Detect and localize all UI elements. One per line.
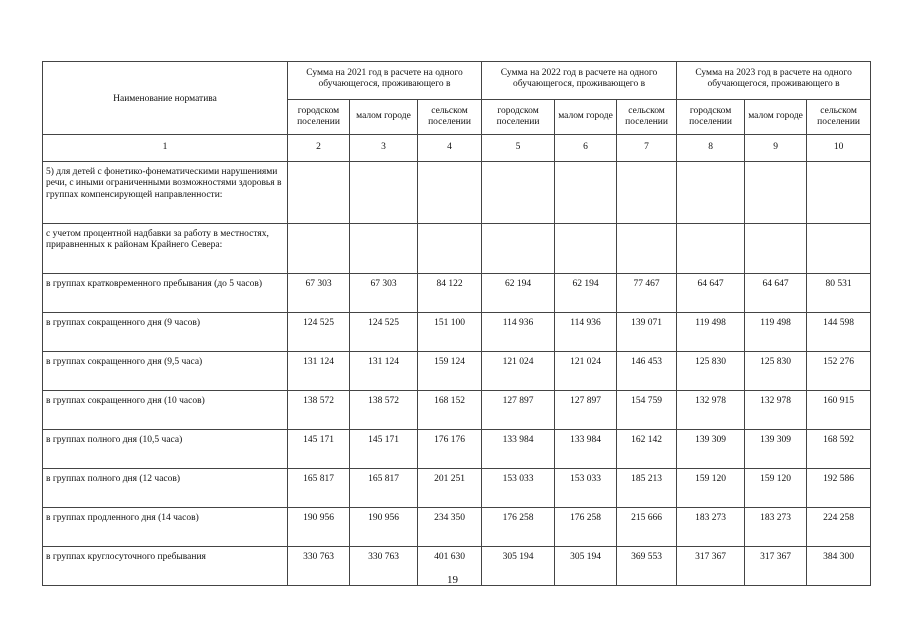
subheader-rural: сельском поселении xyxy=(807,100,871,135)
row-label: в группах полного дня (12 часов) xyxy=(43,469,288,508)
value-cell: 62 194 xyxy=(482,274,555,313)
value-cell: 317 367 xyxy=(745,547,807,586)
value-cell: 176 176 xyxy=(418,430,482,469)
empty-cell xyxy=(555,224,617,274)
year-header-2021: Сумма на 2021 год в расчете на одного обучающегося, проживающего в xyxy=(288,62,482,100)
value-cell: 125 830 xyxy=(677,352,745,391)
column-number: 8 xyxy=(677,135,745,162)
value-cell: 144 598 xyxy=(807,313,871,352)
row-label: в группах сокращенного дня (9,5 часа) xyxy=(43,352,288,391)
subheader-urban: городском поселении xyxy=(288,100,350,135)
value-cell: 401 630 xyxy=(418,547,482,586)
empty-cell xyxy=(807,162,871,224)
subheader-small-town: малом городе xyxy=(555,100,617,135)
value-cell: 139 071 xyxy=(617,313,677,352)
value-cell: 114 936 xyxy=(482,313,555,352)
column-header-name: Наименование норматива xyxy=(43,62,288,135)
value-cell: 77 467 xyxy=(617,274,677,313)
value-cell: 330 763 xyxy=(288,547,350,586)
empty-cell xyxy=(677,162,745,224)
value-cell: 384 300 xyxy=(807,547,871,586)
table-row xyxy=(43,430,871,469)
value-cell: 165 817 xyxy=(288,469,350,508)
value-cell: 146 453 xyxy=(617,352,677,391)
section-row xyxy=(43,162,871,224)
value-cell: 124 525 xyxy=(350,313,418,352)
row-label: в группах кратковременного пребывания (до 5 часов) xyxy=(43,274,288,313)
table-row xyxy=(43,391,871,430)
empty-cell xyxy=(288,162,350,224)
empty-cell xyxy=(745,224,807,274)
value-cell: 369 553 xyxy=(617,547,677,586)
value-cell: 159 120 xyxy=(745,469,807,508)
page-number: 19 xyxy=(447,574,458,586)
value-cell: 132 978 xyxy=(677,391,745,430)
value-cell: 138 572 xyxy=(288,391,350,430)
empty-cell xyxy=(555,162,617,224)
empty-cell xyxy=(745,162,807,224)
value-cell: 183 273 xyxy=(677,508,745,547)
value-cell: 67 303 xyxy=(350,274,418,313)
column-number: 6 xyxy=(555,135,617,162)
empty-cell xyxy=(617,224,677,274)
value-cell: 192 586 xyxy=(807,469,871,508)
value-cell: 131 124 xyxy=(288,352,350,391)
empty-cell xyxy=(350,224,418,274)
value-cell: 127 897 xyxy=(555,391,617,430)
subheader-urban: городском поселении xyxy=(677,100,745,135)
header-row-years xyxy=(43,62,871,100)
value-cell: 185 213 xyxy=(617,469,677,508)
document-sheet xyxy=(42,61,870,586)
column-number: 1 xyxy=(43,135,288,162)
empty-cell xyxy=(288,224,350,274)
value-cell: 121 024 xyxy=(482,352,555,391)
column-number: 7 xyxy=(617,135,677,162)
value-cell: 67 303 xyxy=(288,274,350,313)
column-number: 4 xyxy=(418,135,482,162)
table-row xyxy=(43,313,871,352)
value-cell: 151 100 xyxy=(418,313,482,352)
value-cell: 224 258 xyxy=(807,508,871,547)
value-cell: 153 033 xyxy=(482,469,555,508)
value-cell: 127 897 xyxy=(482,391,555,430)
value-cell: 125 830 xyxy=(745,352,807,391)
value-cell: 124 525 xyxy=(288,313,350,352)
value-cell: 139 309 xyxy=(677,430,745,469)
value-cell: 119 498 xyxy=(745,313,807,352)
column-number: 5 xyxy=(482,135,555,162)
value-cell: 145 171 xyxy=(350,430,418,469)
empty-cell xyxy=(350,162,418,224)
subheader-small-town: малом городе xyxy=(745,100,807,135)
empty-cell xyxy=(482,224,555,274)
column-number: 2 xyxy=(288,135,350,162)
value-cell: 215 666 xyxy=(617,508,677,547)
value-cell: 159 120 xyxy=(677,469,745,508)
value-cell: 114 936 xyxy=(555,313,617,352)
year-header-2022: Сумма на 2022 год в расчете на одного обучающегося, проживающего в xyxy=(482,62,677,100)
value-cell: 133 984 xyxy=(482,430,555,469)
row-label: в группах сокращенного дня (9 часов) xyxy=(43,313,288,352)
value-cell: 121 024 xyxy=(555,352,617,391)
value-cell: 152 276 xyxy=(807,352,871,391)
value-cell: 131 124 xyxy=(350,352,418,391)
empty-cell xyxy=(677,224,745,274)
empty-cell xyxy=(418,162,482,224)
value-cell: 176 258 xyxy=(555,508,617,547)
norms-table xyxy=(42,61,871,586)
subheader-rural: сельском поселении xyxy=(617,100,677,135)
value-cell: 201 251 xyxy=(418,469,482,508)
table-row xyxy=(43,352,871,391)
value-cell: 330 763 xyxy=(350,547,418,586)
column-number: 3 xyxy=(350,135,418,162)
year-header-2023: Сумма на 2023 год в расчете на одного обучающегося, проживающего в xyxy=(677,62,871,100)
value-cell: 160 915 xyxy=(807,391,871,430)
value-cell: 64 647 xyxy=(677,274,745,313)
subheader-small-town: малом городе xyxy=(350,100,418,135)
row-label: в группах сокращенного дня (10 часов) xyxy=(43,391,288,430)
value-cell: 159 124 xyxy=(418,352,482,391)
empty-cell xyxy=(482,162,555,224)
value-cell: 234 350 xyxy=(418,508,482,547)
value-cell: 154 759 xyxy=(617,391,677,430)
column-number: 10 xyxy=(807,135,871,162)
note-row xyxy=(43,224,871,274)
value-cell: 153 033 xyxy=(555,469,617,508)
subheader-rural: сельском поселении xyxy=(418,100,482,135)
row-label: в группах продленного дня (14 часов) xyxy=(43,508,288,547)
value-cell: 80 531 xyxy=(807,274,871,313)
column-number-row xyxy=(43,135,871,162)
value-cell: 64 647 xyxy=(745,274,807,313)
subheader-urban: городском поселении xyxy=(482,100,555,135)
value-cell: 132 978 xyxy=(745,391,807,430)
value-cell: 305 194 xyxy=(482,547,555,586)
table-row xyxy=(43,274,871,313)
value-cell: 62 194 xyxy=(555,274,617,313)
value-cell: 165 817 xyxy=(350,469,418,508)
value-cell: 162 142 xyxy=(617,430,677,469)
value-cell: 190 956 xyxy=(350,508,418,547)
empty-cell xyxy=(617,162,677,224)
section-label: 5) для детей с фонетико-фонематическими нарушениями речи, с иными ограниченными возможностями здоровья в группах компенсирующей направленности: xyxy=(43,162,288,224)
row-label: в группах полного дня (10,5 часа) xyxy=(43,430,288,469)
value-cell: 84 122 xyxy=(418,274,482,313)
value-cell: 119 498 xyxy=(677,313,745,352)
row-label: в группах круглосуточного пребывания xyxy=(43,547,288,586)
table-row xyxy=(43,508,871,547)
value-cell: 168 592 xyxy=(807,430,871,469)
value-cell: 176 258 xyxy=(482,508,555,547)
value-cell: 305 194 xyxy=(555,547,617,586)
value-cell: 190 956 xyxy=(288,508,350,547)
value-cell: 183 273 xyxy=(745,508,807,547)
note-label: с учетом процентной надбавки за работу в местностях, приравненных к районам Крайнего Севера: xyxy=(43,224,288,274)
value-cell: 139 309 xyxy=(745,430,807,469)
value-cell: 168 152 xyxy=(418,391,482,430)
empty-cell xyxy=(418,224,482,274)
value-cell: 317 367 xyxy=(677,547,745,586)
value-cell: 138 572 xyxy=(350,391,418,430)
column-number: 9 xyxy=(745,135,807,162)
value-cell: 133 984 xyxy=(555,430,617,469)
table-row xyxy=(43,469,871,508)
value-cell: 145 171 xyxy=(288,430,350,469)
empty-cell xyxy=(807,224,871,274)
